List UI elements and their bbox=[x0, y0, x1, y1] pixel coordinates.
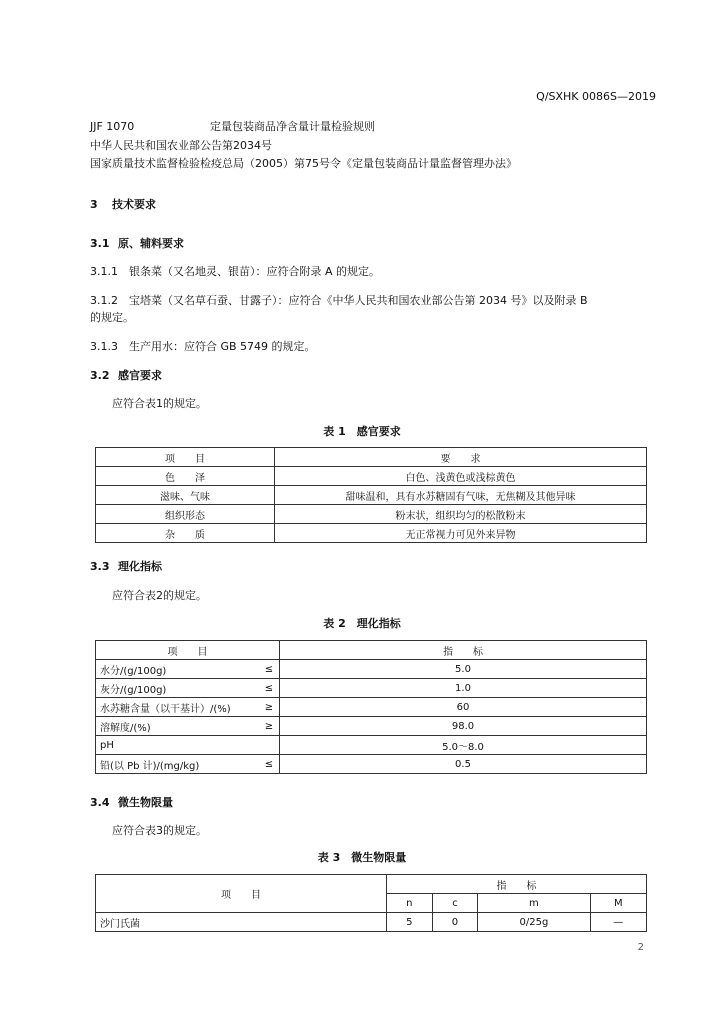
table-header-cell: 项 目 bbox=[96, 875, 387, 913]
table-cell: 组织形态 bbox=[96, 505, 275, 524]
table-cell: 水分/(g/100g) bbox=[96, 660, 260, 679]
table-row bbox=[96, 717, 647, 736]
table-header-cell: M bbox=[590, 894, 646, 913]
table-cell: 溶解度/(%) bbox=[96, 717, 260, 736]
section-heading-3: 3 技术要求 bbox=[90, 198, 156, 211]
table-row bbox=[96, 660, 647, 679]
paragraph-3-2: 应符合表1的规定。 bbox=[112, 397, 207, 410]
paragraph-3-4: 应符合表3的规定。 bbox=[112, 824, 207, 837]
section-heading-3-4: 3.4 微生物限量 bbox=[90, 796, 173, 809]
page-number: 2 bbox=[637, 942, 644, 953]
table-header-cell: 指 标 bbox=[280, 641, 647, 660]
table-row bbox=[96, 736, 647, 755]
paragraph-3-3: 应符合表2的规定。 bbox=[112, 589, 207, 602]
table-cell: 滋味、气味 bbox=[96, 486, 275, 505]
table-header-cell: 项 目 bbox=[96, 448, 275, 467]
table-header-row bbox=[96, 448, 647, 467]
table-header-row bbox=[96, 641, 647, 660]
table-header-cell: n bbox=[387, 894, 433, 913]
reference-title: 国家质量技术监督检验检疫总局（2005）第75号令《定量包装商品计量监督管理办法》 bbox=[90, 157, 517, 170]
table-header-cell: 指 标 bbox=[387, 875, 647, 894]
table-cell: ≤ bbox=[259, 755, 280, 774]
document-code: Q/SXHK 0086S—2019 bbox=[536, 90, 656, 103]
reference-title: 中华人民共和国农业部公告第2034号 bbox=[90, 139, 272, 152]
table-cell: 沙门氏菌 bbox=[96, 913, 387, 932]
table-cell: ≤ bbox=[259, 679, 280, 698]
reference-code: JJF 1070 bbox=[90, 120, 135, 133]
table-cell: 甜味温和，具有水苏糖固有气味，无焦糊及其他异味 bbox=[275, 486, 647, 505]
section-heading-3-1: 3.1 原、辅料要求 bbox=[90, 237, 184, 250]
table-cell: 色 泽 bbox=[96, 467, 275, 486]
table-cell: 5 bbox=[387, 913, 433, 932]
table-cell: 0/25g bbox=[478, 913, 590, 932]
table-2-caption: 表 2 理化指标 bbox=[323, 617, 401, 630]
table-row bbox=[96, 755, 647, 774]
table-cell: 白色、浅黄色或浅棕黄色 bbox=[275, 467, 647, 486]
table-cell: 5.0～8.0 bbox=[280, 736, 647, 755]
table-row bbox=[96, 467, 647, 486]
paragraph-3-1-2: 3.1.2 宝塔菜（又名草石蚕、甘露子）：应符合《中华人民共和国农业部公告第 2034 号》以及附录 B bbox=[90, 294, 588, 307]
paragraph-3-1-3: 3.1.3 生产用水：应符合 GB 5749 的规定。 bbox=[90, 340, 316, 353]
table-cell: ≥ bbox=[259, 698, 280, 717]
table-row bbox=[96, 913, 647, 932]
table-2-physicochemical bbox=[95, 640, 647, 774]
reference-title: 定量包装商品净含量计量检验规则 bbox=[210, 120, 375, 133]
table-cell bbox=[259, 736, 280, 755]
table-1-sensory bbox=[95, 447, 647, 543]
reference-line bbox=[90, 139, 272, 153]
table-cell: ≥ bbox=[259, 717, 280, 736]
table-cell: 0 bbox=[432, 913, 478, 932]
paragraph-3-1-1: 3.1.1 银条菜（又名地灵、银苗）：应符合附录 A 的规定。 bbox=[90, 265, 381, 278]
table-cell: 0.5 bbox=[280, 755, 647, 774]
table-row bbox=[96, 698, 647, 717]
table-cell: 杂 质 bbox=[96, 524, 275, 543]
table-cell: 5.0 bbox=[280, 660, 647, 679]
table-row bbox=[96, 679, 647, 698]
table-cell: 水苏糖含量（以干基计）/(%) bbox=[96, 698, 260, 717]
table-row bbox=[96, 486, 647, 505]
paragraph-3-1-2-cont: 的规定。 bbox=[90, 311, 134, 324]
table-cell: 98.0 bbox=[280, 717, 647, 736]
table-cell: 无正常视力可见外来异物 bbox=[275, 524, 647, 543]
table-cell: 灰分/(g/100g) bbox=[96, 679, 260, 698]
section-heading-3-3: 3.3 理化指标 bbox=[90, 560, 162, 573]
section-heading-3-2: 3.2 感官要求 bbox=[90, 369, 162, 382]
table-cell: 铅(以 Pb 计)/(mg/kg) bbox=[96, 755, 260, 774]
table-cell: — bbox=[590, 913, 646, 932]
table-header-cell: 项 目 bbox=[96, 641, 280, 660]
table-cell: ≤ bbox=[259, 660, 280, 679]
table-header-cell: m bbox=[478, 894, 590, 913]
reference-line bbox=[90, 120, 375, 134]
table-cell: 粉末状，组织均匀的松散粉末 bbox=[275, 505, 647, 524]
table-cell: 1.0 bbox=[280, 679, 647, 698]
table-row bbox=[96, 505, 647, 524]
table-cell: pH bbox=[96, 736, 260, 755]
table-cell: 60 bbox=[280, 698, 647, 717]
table-header-row bbox=[96, 875, 647, 894]
table-header-cell: 要 求 bbox=[275, 448, 647, 467]
table-3-microbial bbox=[95, 874, 647, 932]
table-header-cell: c bbox=[432, 894, 478, 913]
table-3-caption: 表 3 微生物限量 bbox=[317, 851, 407, 864]
reference-line bbox=[90, 157, 517, 171]
table-row bbox=[96, 524, 647, 543]
table-1-caption: 表 1 感官要求 bbox=[323, 425, 401, 438]
